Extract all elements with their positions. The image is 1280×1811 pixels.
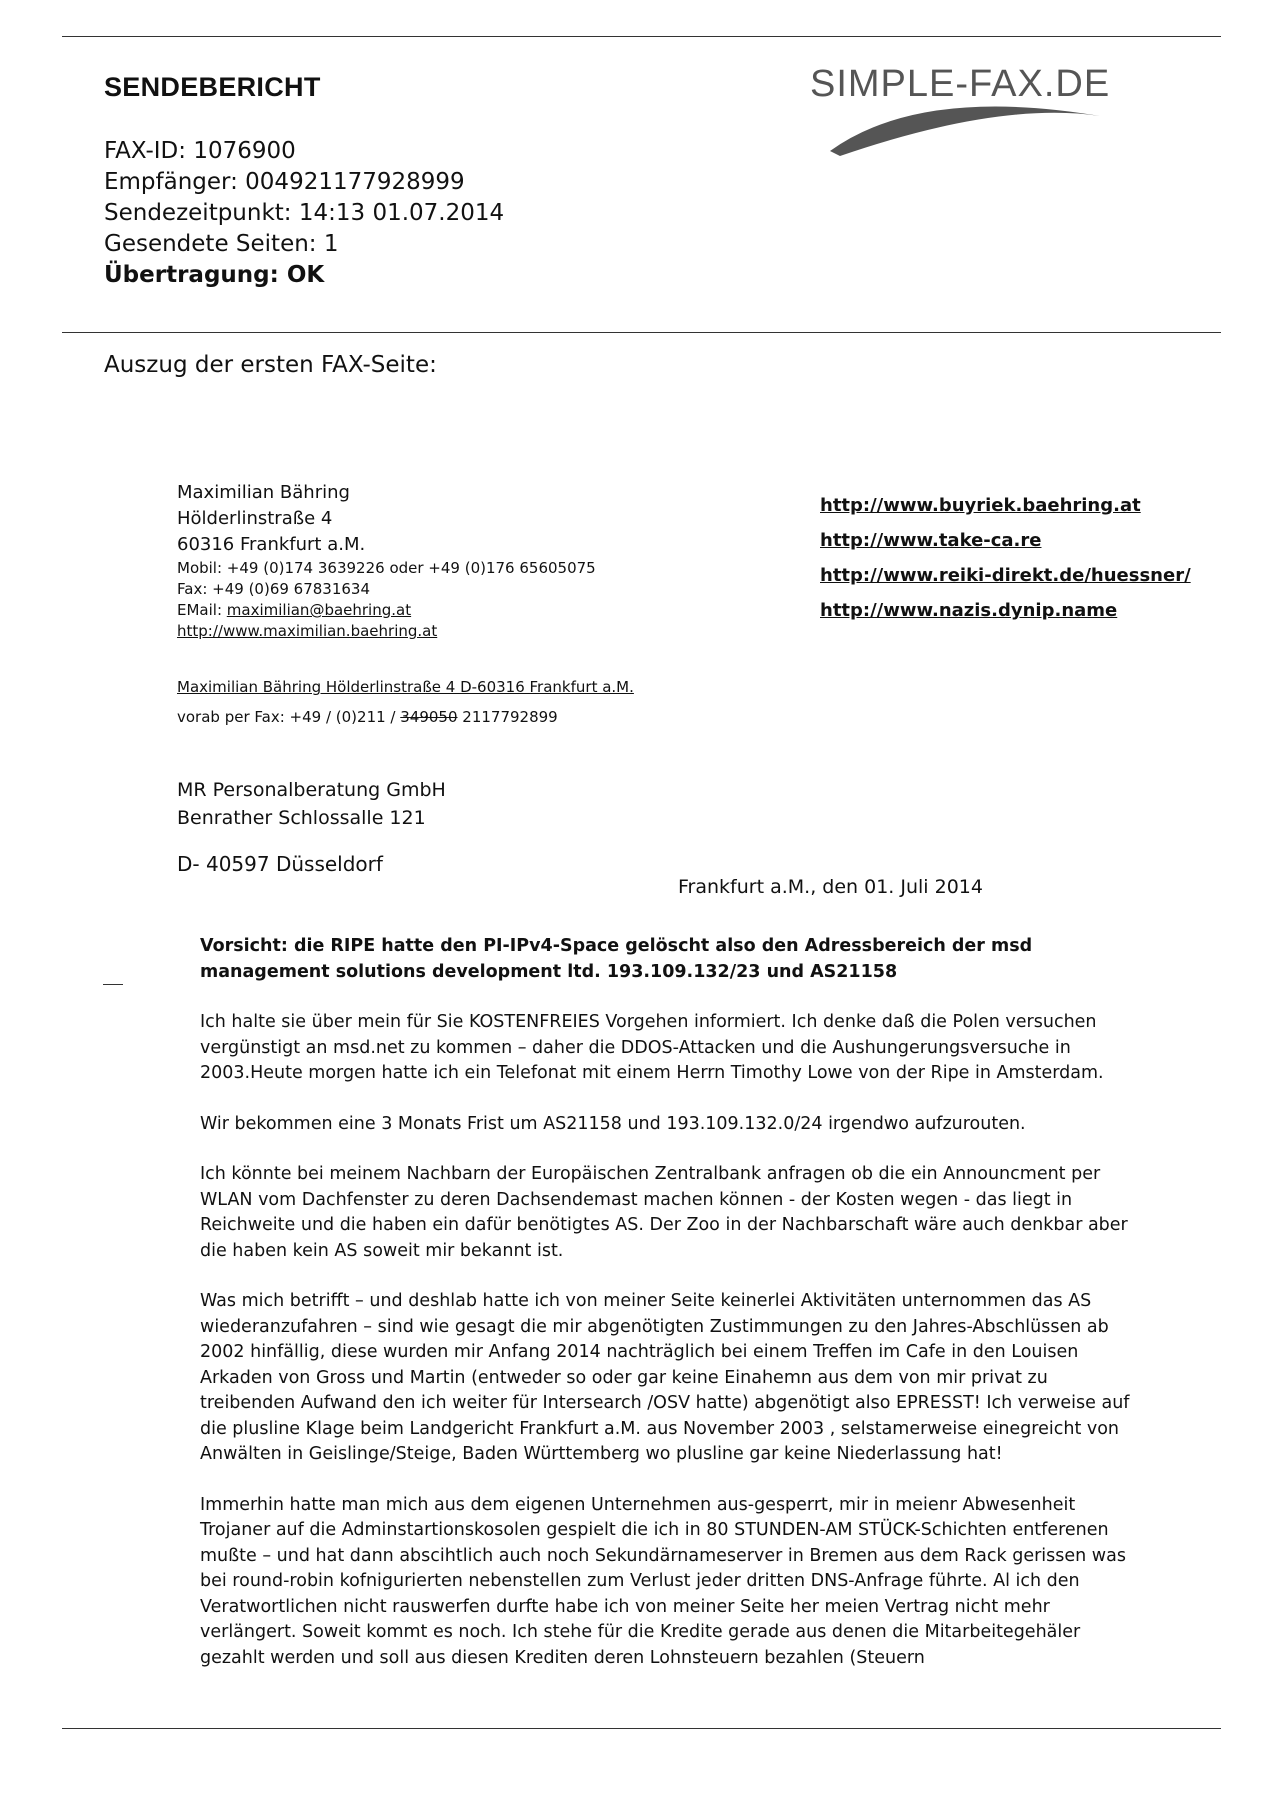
middle-rule <box>62 332 1221 333</box>
sender-email-link[interactable]: maximilian@baehring.at <box>226 601 412 619</box>
vorab-suffix: 2117792899 <box>457 708 558 726</box>
top-rule <box>62 36 1221 37</box>
sender-email-line <box>177 600 596 621</box>
report-details <box>104 136 504 291</box>
url-link[interactable]: http://www.buyriek.baehring.at <box>820 495 1141 516</box>
letter-subject: Vorsicht: die RIPE hatte den PI-IPv4-Space gelöscht also den Adressbereich der msd management solutions development ltd. 193.109.132/23 und AS21158 <box>200 936 1033 982</box>
sender-web-link[interactable]: http://www.maximilian.baehring.at <box>177 622 438 640</box>
fold-mark <box>103 984 123 985</box>
sender-city: 60316 Frankfurt a.M. <box>177 534 366 555</box>
vorab-prefix: vorab per Fax: +49 / (0)211 / <box>177 708 401 726</box>
recipient-company: MR Personalberatung GmbH <box>177 779 446 801</box>
url-link[interactable]: http://www.reiki-direkt.de/huessner/ <box>820 565 1191 586</box>
sender-fax: Fax: +49 (0)69 67831634 <box>177 580 371 598</box>
url-link[interactable]: http://www.nazis.dynip.name <box>820 600 1118 621</box>
paragraph: Was mich betrifft – und deshlab hatte ich von meiner Seite keinerlei Aktivitäten unternommen das AS wiederanzufahren – sind wie gesagt die mir abgenötigten Zustimmungen zu den Jahres-Abschlüssen ab 2002 hinfällig, diese wurden mir Anfang 2014 nachträglich bei einem Treffen im Cafe in den Louisen Arkaden von Gross und Martin (entweder so oder gar keine Einahemn aus dem von mir privat zu treibenden Aufwand den ich weiter für Intersearch /OSV hatte) abgenötigt also EPRESST! Ich verweise auf die plusline Klage beim Landgericht Frankfurt a.M. aus November 2003 , selstamerweise einegreicht von Anwälten in Geislinge/Steige, Baden Württemberg wo plusline gar keine Niederlassung hat! <box>200 1291 1130 1464</box>
logo-text: SIMPLE-FAX.DE <box>810 63 1111 105</box>
sender-block <box>177 480 596 642</box>
return-address: Maximilian Bähring Hölderlinstraße 4 D-60316 Frankfurt a.M. <box>177 678 634 696</box>
sender-street: Hölderlinstraße 4 <box>177 508 333 529</box>
recipient-city: D- 40597 Düsseldorf <box>177 852 383 876</box>
transmission-status: Übertragung: OK <box>104 262 325 288</box>
paragraph: Ich halte sie über mein für Sie KOSTENFREIES Vorgehen informiert. Ich denke daß die Polen versuchen vergünstigt an msd.net zu kommen – daher die DDOS-Attacken und die Aushungerungsversuche in 2003.Heute morgen hatte ich ein Telefonat mit einem Herrn Timothy Lowe von der Ripe in Amsterdam. <box>200 1012 1104 1083</box>
recipient-street: Benrather Schlossalle 121 <box>177 807 426 829</box>
report-title: SENDEBERICHT <box>104 72 321 102</box>
logo-swoosh <box>830 107 1100 156</box>
sender-web-line <box>177 621 596 642</box>
sender-email-label: EMail: <box>177 601 227 619</box>
url-link[interactable]: http://www.take-ca.re <box>820 530 1042 551</box>
date-line: Frankfurt a.M., den 01. Juli 2014 <box>678 876 983 898</box>
paragraph: Wir bekommen eine 3 Monats Frist um AS21158 und 193.109.132.0/24 irgendwo aufzurouten. <box>200 1113 1026 1134</box>
simple-fax-logo <box>800 56 1200 166</box>
sender-name: Maximilian Bähring <box>177 482 350 503</box>
recipient-block <box>177 776 446 832</box>
recipient-number: Empfänger: 004921177928999 <box>104 169 465 195</box>
paragraph: Ich könnte bei meinem Nachbarn der Europäischen Zentralbank anfragen ob die ein Announcment per WLAN vom Dachfenster zu deren Dachsendemast machen können - der Kosten wegen - das liegt in Reichweite und die haben ein dafür benötigtes AS. Der Zoo in der Nachbarschaft wäre auch denkbar aber die haben kein AS soweit mir bekannt ist. <box>200 1164 1128 1261</box>
letter-body <box>200 934 1130 1696</box>
pages-sent: Gesendete Seiten: 1 <box>104 231 339 257</box>
excerpt-label: Auszug der ersten FAX-Seite: <box>104 352 437 378</box>
vorab-fax-line <box>177 702 634 732</box>
fax-id: FAX-ID: 1076900 <box>104 138 296 164</box>
return-block <box>177 672 634 732</box>
send-time: Sendezeitpunkt: 14:13 01.07.2014 <box>104 200 505 226</box>
vorab-struck-number: 349050 <box>400 708 458 726</box>
bottom-rule <box>62 1728 1221 1729</box>
paragraph: Immerhin hatte man mich aus dem eigenen Unternehmen aus-gesperrt, mir in meienr Abwesenheit Trojaner auf die Adminstartionskosolen gespielt die ich in 80 STUNDEN-AM STÜCK-Schichten entferenen mußte – und hat dann abscihtlich auch noch Sekundärnameserver in Bremen aus dem Rack gerissen was bei round-robin kofnigurierten nebenstellen zum Verlust jeder dritten DNS-Anfrage führte. Al ich den Veratwortlichen nicht rauswerfen durfte habe ich von meiner Seite her meien Vertrag nicht mehr verlängert. Soweit kommt es noch. Ich stehe für die Kredite gerade aus denen die Mitarbeitegehäler gezahlt werden und soll aus diesen Krediten deren Lohnsteuern bezahlen (Steuern <box>200 1494 1126 1668</box>
sender-mobile: Mobil: +49 (0)174 3639226 oder +49 (0)176 65605075 <box>177 559 596 577</box>
url-list <box>820 488 1191 628</box>
